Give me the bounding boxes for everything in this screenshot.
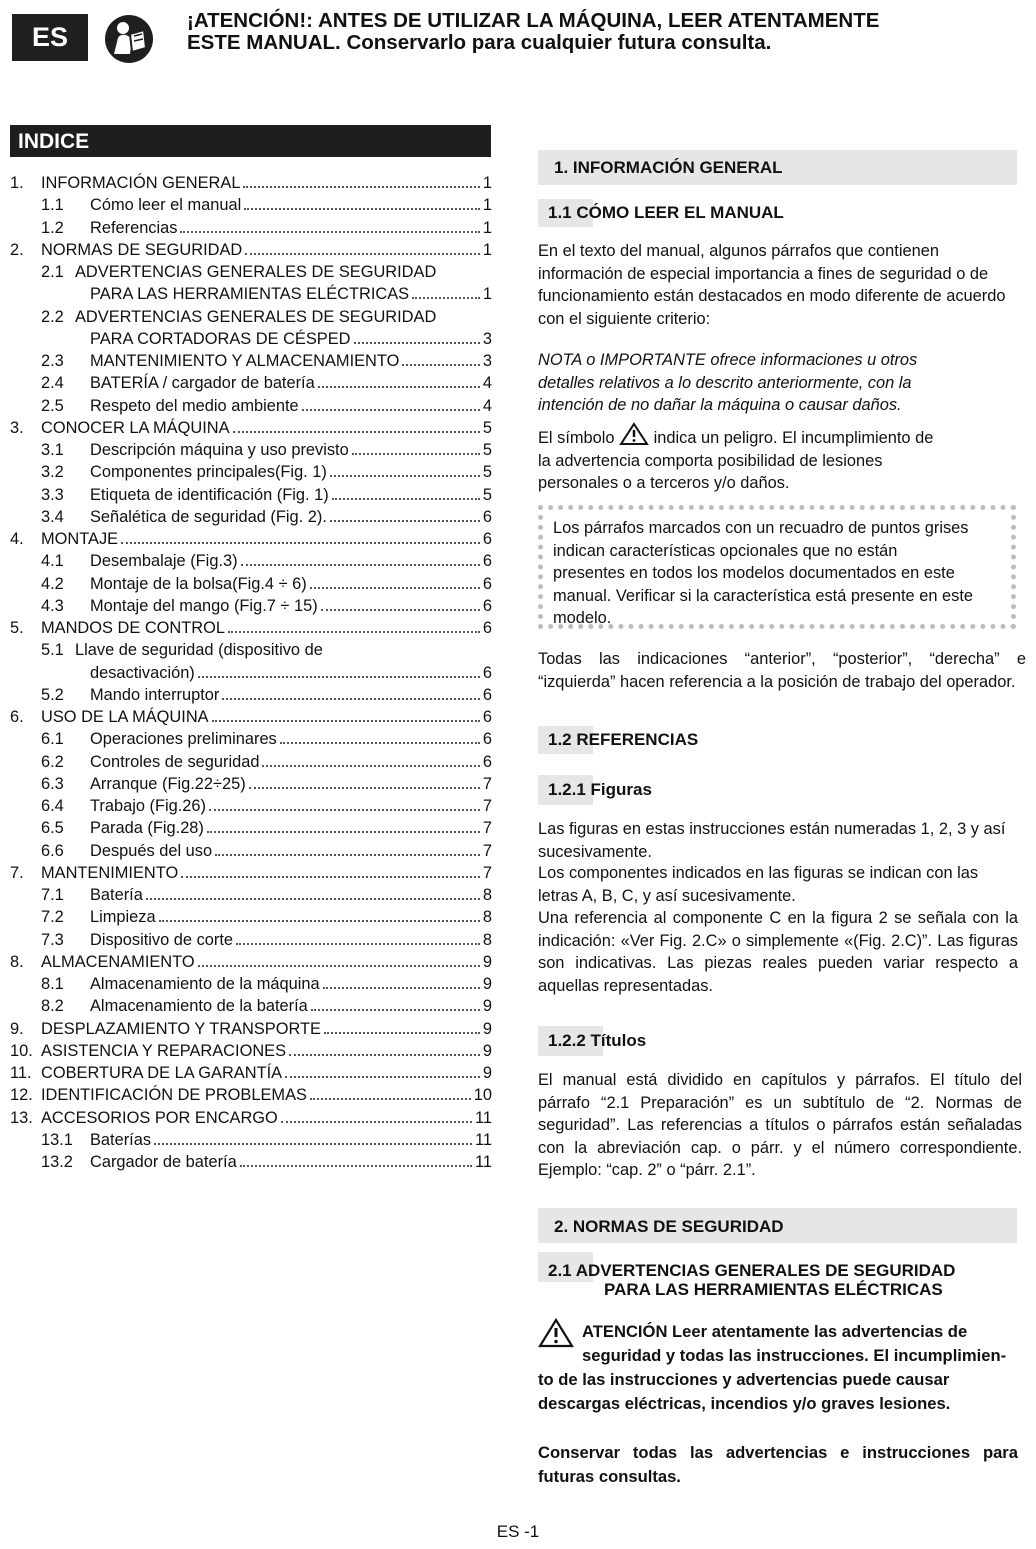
toc-entry[interactable] [41,550,492,572]
note-paragraph: NOTA o IMPORTANTE ofrece informaciones u otros detalles relativos a lo descrito anteriormente, con la intención de no dañar la máquina o causar daños. [538,351,918,414]
toc-entry[interactable] [10,1062,492,1084]
toc-entry-page: 6 [482,530,492,548]
toc-entry-text: CONOCER LA MÁQUINA [41,418,230,437]
toc-leader-dots [321,609,480,611]
toc-entry-page: 7 [482,797,492,815]
toc-entry-text: MANTENIMIENTO Y ALMACENAMIENTO [90,352,400,370]
toc-leader-dots [281,1121,472,1123]
toc-entry[interactable] [41,439,492,461]
toc-entry-number: 7.2 [41,908,64,927]
toc-leader-dots [121,542,480,544]
toc-entry-number: 7.3 [41,930,64,949]
toc-leader-dots [402,364,480,366]
optional-features-box [538,505,1016,629]
toc-leader-dots [180,231,479,233]
toc-entry[interactable] [41,194,492,216]
toc-leader-dots [245,253,480,255]
toc-leader-dots [311,1009,480,1011]
toc-leader-dots [318,386,480,388]
toc-entry-text: ADVERTENCIAS GENERALES DE SEGURIDAD [75,307,437,326]
toc-entry-text: Limpieza [90,908,156,927]
toc-entry[interactable] [41,995,492,1017]
toc-entry[interactable] [10,172,492,194]
toc-entry[interactable] [41,795,492,817]
toc-entry-page: 11 [474,1153,492,1171]
toc-entry[interactable] [41,350,492,372]
toc-entry-number: 2.3 [41,352,64,370]
toc-entry-text: DESPLAZAMIENTO Y TRANSPORTE [41,1019,321,1038]
toc-entry[interactable] [10,1040,492,1062]
toc-entry-page: 1 [482,240,492,259]
toc-entry-page: 9 [482,975,492,993]
toc-entry-number: 4.1 [41,552,64,571]
toc-entry-text: ADVERTENCIAS GENERALES DE SEGURIDAD [75,263,437,281]
toc-entry-text: Parada (Fig.28) [90,819,204,838]
toc-entry-number: 13.1 [41,1130,73,1149]
toc-entry-page: 6 [482,574,492,593]
toc-leader-dots [228,631,480,633]
toc-entry-text: Montaje de la bolsa(Fig.4 ÷ 6) [90,574,307,593]
toc-entry-number: 4.3 [41,596,64,615]
header-warning-line1: ¡ATENCIÓN!: ANTES DE UTILIZAR LA MÁQUINA, LEER ATENTAMENTE [187,9,880,32]
toc-leader-dots [280,742,480,744]
toc-leader-dots [209,809,480,811]
toc-entry-text: Cargador de batería [90,1153,237,1171]
toc-leader-dots [181,876,480,878]
toc-entry-text: Respeto del medio ambiente [90,396,299,415]
subsection-2-1-line2: PARA LAS HERRAMIENTAS ELÉCTRICAS [604,1280,943,1299]
toc-entry-text: Mando interruptor [90,685,220,704]
toc-entry-number: 2.2 [41,307,64,326]
toc-entry-number: 9. [10,1019,24,1038]
positions-paragraph: Todas las indicaciones “anterior”, “posterior”, “derecha” e “izquierda” hacen referencia a la posición de trabajo del operador. [538,650,1026,691]
safety-warning-text: ATENCIÓN Leer atentamente las advertencias de seguridad y todas las instrucciones. El incumplimien-to de las instrucciones y advertencias puede causar descargas eléctricas, incendios y/o graves lesiones. [538,1322,1007,1413]
toc-entry-number: 4.2 [41,574,64,593]
toc-entry-page: 7 [482,819,492,838]
toc-leader-dots [352,453,480,455]
toc-entry-page: 3 [482,352,492,370]
toc-entry-page: 9 [482,1064,492,1082]
toc-entry-text: PARA LAS HERRAMIENTAS ELÉCTRICAS [90,285,410,304]
toc-entry[interactable] [41,929,492,951]
toc-leader-dots [159,920,480,922]
toc-entry-text: IDENTIFICACIÓN DE PROBLEMAS [41,1086,307,1105]
toc-entry-number: 5.2 [41,685,64,704]
toc-entry-text: Señalética de seguridad (Fig. 2). [90,507,327,526]
toc-entry-continuation[interactable] [90,662,492,684]
toc-entry[interactable] [10,1084,492,1106]
toc-leader-dots [289,1054,480,1056]
toc-entry-page: 9 [482,1019,492,1038]
toc-leader-dots [212,720,480,722]
toc-entry[interactable] [41,595,492,617]
toc-entry-number: 11. [10,1064,32,1082]
toc-entry-text: MANTENIMIENTO [41,863,179,882]
toc-entry-number: 12. [10,1086,33,1105]
toc-entry[interactable] [10,239,492,261]
toc-entry-number: 3.4 [41,507,64,526]
toc-entry-number: 6.3 [41,774,64,793]
toc-entry[interactable] [41,1129,492,1151]
toc-entry-number: 2.4 [41,374,64,393]
toc-entry-text: Descripción máquina y uso previsto [90,441,349,459]
toc-entry[interactable] [41,1151,492,1173]
toc-entry-number: 2.1 [41,263,64,281]
header-warning [187,10,987,54]
toc-entry[interactable] [41,684,492,706]
symbol-text-after: indica un peligro. El incumplimiento de la advertencia comporta posibilidad de lesiones personales o a terceros y/o daños. [538,429,934,492]
toc-entry-number: 10. [10,1041,33,1060]
toc-leader-dots [302,409,480,411]
toc-leader-dots [243,186,479,188]
symbol-text-before: El símbolo [538,429,620,447]
toc-leader-dots [207,831,480,833]
toc-entry-text: ALMACENAMIENTO [41,952,195,971]
toc-entry-page: 5 [482,441,492,459]
toc-title: INDICE [10,125,491,157]
toc-entry-page: 8 [482,886,492,904]
toc-entry-text: BATERÍA / cargador de batería [90,374,315,393]
toc-entry-number: 6. [10,708,24,726]
optional-features-text: Los párrafos marcados con un recuadro de puntos grises indican características opcionales que no están presentes en todos los modelos documentados en este manual. Verificar si la característica está presente en este modelo. [553,519,973,627]
toc-entry-text: MANDOS DE CONTROL [41,619,225,637]
toc-entry-number: 3.1 [41,441,64,459]
toc-entry-page: 1 [482,218,492,237]
subsection-2-1-title [538,1252,955,1298]
toc-entry-text: desactivación) [90,663,195,682]
toc-entry-page: 6 [482,685,492,704]
toc-entry[interactable] [10,617,492,639]
subsection-1-2-title: 1.2 REFERENCIAS [538,726,698,754]
toc-entry-number: 7. [10,863,24,882]
toc-entry-page: 6 [482,663,492,682]
intro-paragraph: En el texto del manual, algunos párrafos que contienen información de especial importancia a fines de seguridad o de funcionamiento están destacados en modo diferente de acuerdo con el siguiente criterio: [538,242,1006,328]
toc-entry-text: Almacenamiento de la batería [90,997,308,1016]
toc-entry-page: 9 [482,1041,492,1060]
toc-entry-number: 6.6 [41,841,64,860]
toc-entry[interactable] [41,884,492,906]
toc-entry[interactable] [41,728,492,750]
toc-entry-page: 5 [482,463,492,482]
toc-leader-dots [236,943,480,945]
toc-leader-dots [323,987,480,989]
toc-entry-number: 4. [10,530,24,548]
toc-entry-text: Después del uso [90,841,213,860]
read-manual-icon [104,14,154,64]
toc-entry-number: 6.4 [41,797,64,815]
toc-leader-dots [285,1076,480,1078]
toc-leader-dots [330,520,480,522]
toc-entry-number: 8.1 [41,975,64,993]
toc-leader-dots [215,854,480,856]
toc-leader-dots [146,898,480,900]
toc-entry-text: Almacenamiento de la máquina [90,975,320,993]
toc-entry-page: 7 [482,774,492,793]
toc-entry-page: 6 [482,507,492,526]
toc-entry-text: PARA CORTADORAS DE CÉSPED [90,329,351,348]
toc-entry-text: USO DE LA MÁQUINA [41,708,209,726]
toc-leader-dots [332,498,480,500]
toc-entry[interactable] [41,395,492,417]
toc-entry[interactable] [10,417,492,439]
toc-entry-page: 11 [474,1130,492,1149]
toc-entry-number: 13.2 [41,1153,73,1171]
toc-entry-text: Llave de seguridad (dispositivo de [75,641,323,660]
toc-entry-number: 6.1 [41,730,64,749]
toc-entry[interactable] [41,906,492,928]
toc-entry-page: 1 [482,174,492,192]
toc-entry-number: 1.1 [41,196,64,215]
toc-entry-page: 4 [482,396,492,415]
toc-entry-continuation[interactable] [90,283,492,305]
warning-triangle-icon [619,422,649,446]
toc-entry[interactable] [41,773,492,795]
toc-leader-dots [240,1165,472,1167]
language-badge: ES [12,14,88,61]
figures-paragraph-1: Las figuras en estas instrucciones están numeradas 1, 2, 3 y así sucesivamente. [538,820,1006,861]
warning-triangle-icon [538,1318,574,1348]
toc-entry-text: Operaciones preliminares [90,730,277,749]
toc-leader-dots [324,1032,480,1034]
toc-entry-text: Desembalaje (Fig.3) [90,552,238,571]
toc-entry-number: 2.5 [41,396,64,415]
toc-entry-number: 13. [10,1108,33,1127]
toc-entry-number: 1.2 [41,218,64,237]
toc-entry-page: 1 [482,285,492,304]
toc-entry[interactable] [10,706,492,728]
toc-leader-dots [412,297,480,299]
toc-entry-text: Montaje del mango (Fig.7 ÷ 15) [90,596,318,615]
page-number: ES -1 [496,1522,540,1541]
subsection-2-1-line1: 2.1 ADVERTENCIAS GENERALES DE SEGURIDAD [548,1261,956,1280]
toc-entry-page: 6 [482,619,492,637]
toc-entry[interactable] [10,1107,492,1129]
toc-entry-number: 6.2 [41,752,64,771]
symbol-paragraph [538,427,938,495]
toc-entry[interactable] [41,840,492,862]
toc-entry-text: INFORMACIÓN GENERAL [41,174,241,192]
toc-entry-page: 9 [482,997,492,1016]
toc-entry-page: 11 [474,1108,492,1127]
toc-leader-dots [198,965,480,967]
toc-entry[interactable] [41,973,492,995]
toc-entry-text: Etiqueta de identificación (Fig. 1) [90,485,329,504]
toc-entry-page: 5 [482,485,492,504]
toc-entry-text: Trabajo (Fig.26) [90,797,206,815]
toc-entry-text: Referencias [90,218,178,237]
toc-entry-number: 8.2 [41,997,64,1016]
toc-entry-page: 5 [482,418,492,437]
toc-leader-dots [310,587,480,589]
toc-entry-text: Componentes principales(Fig. 1) [90,463,327,482]
toc-leader-dots [262,765,479,767]
toc-entry-page: 3 [482,329,492,348]
toc-entry-number: 3.2 [41,463,64,482]
toc-entry[interactable] [41,484,492,506]
toc-entry-text: Baterías [90,1130,152,1149]
toc-entry-number: 3. [10,418,24,437]
toc-entry-page: 7 [482,863,492,882]
toc-entry-page: 7 [482,841,492,860]
toc-entry[interactable] [10,528,492,550]
toc-leader-dots [154,1143,472,1145]
toc-entry-number: 5.1 [41,641,64,660]
toc-entry-text: MONTAJE [41,530,119,548]
toc-entry-page: 8 [482,908,492,927]
toc-leader-dots [241,564,480,566]
toc-entry-text: Controles de seguridad [90,752,260,771]
toc-entry-text: Cómo leer el manual [90,196,242,215]
toc-entry[interactable] [10,862,492,884]
toc-leader-dots [310,1098,471,1100]
toc-entry-page: 6 [482,752,492,771]
toc-entry-page: 4 [482,374,492,393]
toc-entry-page: 9 [482,952,492,971]
toc-entry-continuation[interactable] [90,328,492,350]
toc-entry[interactable] [41,751,492,773]
toc-entry-text: Dispositivo de corte [90,930,234,949]
toc-entry-text: ASISTENCIA Y REPARACIONES [41,1041,287,1060]
toc-leader-dots [222,698,480,700]
keep-instructions: Conservar todas las advertencias e instrucciones para futuras consultas. [538,1443,1018,1486]
figures-paragraph-2: Los componentes indicados en las figuras se indican con las letras A, B, C, y así sucesivamente. [538,864,979,905]
toc-entry-number: 7.1 [41,886,64,904]
section-1-title: 1. INFORMACIÓN GENERAL [538,150,1017,185]
toc-entry-number: 8. [10,952,24,971]
header-warning-line2: ESTE MANUAL. Conservarlo para cualquier futura consulta. [187,31,772,54]
toc-leader-dots [330,475,480,477]
toc-entry-page: 6 [482,552,492,571]
safety-warning [538,1320,1018,1416]
subsection-1-1-title: 1.1 CÓMO LEER EL MANUAL [538,199,784,227]
toc-entry-text: ACCESORIOS POR ENCARGO [41,1108,278,1127]
toc-entry-page: 8 [482,930,492,949]
toc-entry[interactable] [41,372,492,394]
toc-entry[interactable] [41,817,492,839]
toc-entry[interactable] [41,217,492,239]
toc-entry-number: 5. [10,619,24,637]
toc-leader-dots [244,208,480,210]
toc-entry-text: COBERTURA DE LA GARANTÍA [41,1064,283,1082]
toc-entry-number: 2. [10,240,24,259]
toc-entry-page: 6 [482,730,492,749]
toc-leader-dots [249,787,480,789]
toc-entry-number: 3.3 [41,485,64,504]
section-2-title: 2. NORMAS DE SEGURIDAD [538,1208,1017,1243]
figures-paragraph-3: Una referencia al componente C en la figura 2 se señala con la indicación: «Ver Fig. 2.C» o simplemente «(Fig. 2.C)”. Las figuras son indicativas. Las piezas reales pueden variar respecto a aquellas representadas. [538,909,1018,995]
toc-leader-dots [198,676,480,678]
toc-entry-text: Arranque (Fig.22÷25) [90,774,246,793]
toc-entry-page: 1 [482,196,492,215]
toc-entry-number: 1. [10,174,24,192]
toc-leader-dots [233,431,480,433]
toc-entry[interactable] [10,1018,492,1040]
toc-entry[interactable] [41,506,492,528]
toc-entry[interactable] [10,951,492,973]
toc-entry-page: 10 [473,1086,492,1105]
titles-paragraph: El manual está dividido en capítulos y párrafos. El título del párrafo “2.1 Preparación” es un subtítulo de “2. Normas de seguridad”. Las referencias a títulos o párrafos están señaladas con la abreviación cap. o párr. y el número correspondiente. Ejemplo: “cap. 2” o “párr. 2.1”. [538,1071,1022,1179]
toc-entry-number: 6.5 [41,819,64,838]
toc-entry[interactable] [41,573,492,595]
toc-entry[interactable] [41,461,492,483]
subsection-1-2-1-title: 1.2.1 Figuras [538,775,652,805]
subsection-1-2-2-title: 1.2.2 Títulos [538,1026,646,1056]
toc-entry-page: 6 [482,596,492,615]
toc-entry-page: 6 [482,708,492,726]
toc-entry-text: NORMAS DE SEGURIDAD [41,240,243,259]
toc-entry-text: Batería [90,886,143,904]
toc-leader-dots [354,342,480,344]
